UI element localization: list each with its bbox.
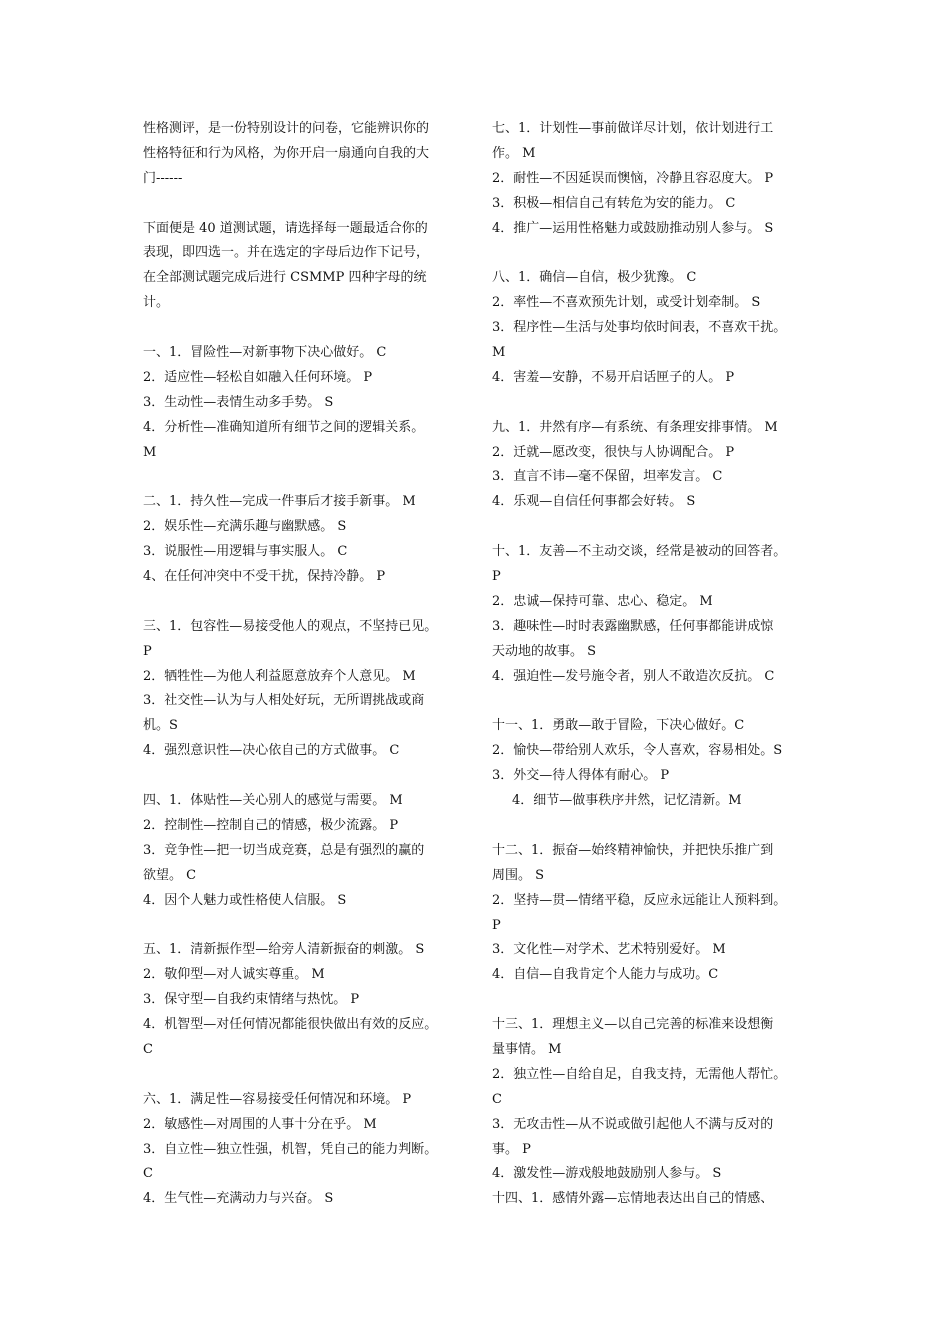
- text-line: 4．激发性—游戏般地鼓励别人参与。 S: [492, 1166, 722, 1182]
- text-line: 2．独立性—自给自足，自我支持，无需他人帮忙。: [492, 1066, 787, 1082]
- text-line: 2．控制性—控制自己的情感，极少流露。 P: [143, 817, 399, 833]
- text-line: 量事情。 M: [492, 1041, 562, 1057]
- text-line: 周围。 S: [492, 867, 545, 883]
- text-line: 3．无攻击性—从不说或做引起他人不满与反对的: [492, 1116, 774, 1132]
- text-line: 欲望。 C: [143, 867, 197, 883]
- text-line: 六、1．满足性—容易接受任何情况和环境。 P: [143, 1091, 412, 1107]
- text-line: 2．迁就—愿改变，很快与人协调配合。 P: [492, 444, 735, 460]
- text-line: P: [143, 643, 152, 659]
- text-line: 作。 M: [492, 145, 536, 161]
- text-line: 五、1．清新振作型—给旁人清新振奋的刺激。 S: [143, 942, 425, 958]
- text-line: 性格特征和行为风格，为你开启一扇通向自我的大: [143, 145, 430, 161]
- blank-line: [143, 590, 465, 615]
- text-line: 3．直言不讳—毫不保留，坦率发言。 C: [492, 469, 723, 485]
- blank-line: [492, 689, 814, 714]
- blank-line: [143, 316, 465, 341]
- text-line: M: [492, 345, 506, 361]
- text-line: C: [143, 1166, 153, 1182]
- text-line: 3．保守型—自我约束情绪与热忱。 P: [143, 992, 360, 1008]
- text-line: 4．因个人魅力或性格使人信服。 S: [143, 892, 347, 908]
- text-line: 一、1．冒险性—对新事物下决心做好。 C: [143, 345, 387, 361]
- text-line: 表现，即四选一。并在选定的字母后边作下记号，: [143, 245, 430, 261]
- text-line: 4．推广—运用性格魅力或鼓励推动别人参与。 S: [492, 220, 774, 236]
- text-line: 2．娱乐性—充满乐趣与幽默感。 S: [143, 519, 347, 535]
- text-line: 3．趣味性—时时表露幽默感，任何事都能讲成惊: [492, 618, 774, 634]
- text-line: M: [143, 444, 157, 460]
- text-line: 十四、1．感情外露—忘情地表达出自己的情感、: [492, 1191, 774, 1207]
- text-line: 3．社交性—认为与人相处好玩，无所谓挑战或商: [143, 693, 425, 709]
- text-line: 十一、1．勇敢—敢于冒险，下决心做好。C: [492, 718, 745, 734]
- text-line: 2．敬仰型—对人诚实尊重。 M: [143, 967, 325, 983]
- text-line: 3．文化性—对学术、艺术特别爱好。 M: [492, 942, 726, 958]
- text-line: 门------: [143, 170, 183, 186]
- text-line: 4．自信—自我肯定个人能力与成功。C: [492, 967, 719, 983]
- text-line: 2．愉快—带给别人欢乐，令人喜欢，容易相处。S: [492, 743, 783, 759]
- blank-line: [492, 391, 814, 416]
- text-line: 下面便是 40 道测试题，请选择每一题最适合你的: [143, 220, 428, 236]
- text-line: 八、1．确信—自信，极少犹豫。 C: [492, 270, 697, 286]
- text-line: 2．坚持—贯—情绪平稳，反应永远能让人预料到。: [492, 892, 787, 908]
- blank-line: [143, 465, 465, 490]
- blank-line: [492, 988, 814, 1013]
- text-line: P: [492, 569, 501, 585]
- text-line: 4、在任何冲突中不受干扰，保持冷静。 P: [143, 569, 386, 585]
- text-line: 3．外交—待人得体有耐心。 P: [492, 768, 670, 784]
- right-column: [492, 117, 814, 1212]
- text-line: 3．竞争性—把一切当成竞赛，总是有强烈的赢的: [143, 842, 425, 858]
- blank-line: [143, 764, 465, 789]
- text-line: 四、1．体贴性—关心别人的感觉与需要。 M: [143, 793, 403, 809]
- text-line: 2．忠诚—保持可靠、忠心、稳定。 M: [492, 593, 713, 609]
- text-line: 十、1．友善—不主动交谈，经常是被动的回答者。: [492, 544, 787, 560]
- text-line: 天动地的故事。 S: [492, 643, 597, 659]
- text-line: 3．自立性—独立性强，机智，凭自己的能力判断。: [143, 1141, 438, 1157]
- text-line: 3．程序性—生活与处事均依时间表，不喜欢干扰。: [492, 320, 787, 336]
- text-line: 二、1．持久性—完成一件事后才接手新事。 M: [143, 494, 416, 510]
- text-line: 机。S: [143, 718, 178, 734]
- blank-line: [143, 1063, 465, 1088]
- text-line: 4．乐观—自信任何事都会好转。 S: [492, 494, 696, 510]
- text-line: 2．耐性—不因延误而懊恼，冷静且容忍度大。 P: [492, 170, 774, 186]
- text-line: 十三、1．理想主义—以自己完善的标准来设想衡: [492, 1017, 774, 1033]
- text-line: 4．生气性—充满动力与兴奋。 S: [143, 1191, 334, 1207]
- text-line: 性格测评，是一份特别设计的问卷，它能辨识你的: [143, 121, 430, 136]
- text-line: 在全部测试题完成后进行 CSMMP 四种字母的统: [143, 270, 427, 286]
- text-line: C: [143, 1041, 153, 1057]
- blank-line: [492, 241, 814, 266]
- text-line: 2．率性—不喜欢预先计划，或受计划牵制。 S: [492, 295, 761, 311]
- text-line: 七、1．计划性—事前做详尽计划，依计划进行工: [492, 121, 774, 136]
- text-line: 计。: [143, 295, 170, 311]
- text-line: 4．分析性—准确知道所有细节之间的逻辑关系。: [143, 419, 425, 435]
- text-line: 3．说服性—用逻辑与事实服人。 C: [143, 544, 348, 560]
- text-line: 3．生动性—表情生动多手势。 S: [143, 394, 334, 410]
- text-line: 4．强烈意识性—决心依自己的方式做事。 C: [143, 743, 400, 759]
- text-line: 4．细节—做事秩序井然，记忆清新。M: [512, 793, 742, 809]
- text-line: 2．适应性—轻松自如融入任何环境。 P: [143, 369, 373, 385]
- text-line: 4．害羞—安静，不易开启话匣子的人。 P: [492, 369, 735, 385]
- blank-line: [143, 192, 465, 217]
- text-line: 2．牺牲性—为他人利益愿意放弃个人意见。 M: [143, 668, 416, 684]
- text-line: 事。 P: [492, 1141, 531, 1157]
- text-line: P: [492, 917, 501, 933]
- blank-line: [143, 914, 465, 939]
- text-line: C: [492, 1091, 502, 1107]
- blank-line: [492, 515, 814, 540]
- text-line: 十二、1．振奋—始终精神愉快，并把快乐推广到: [492, 842, 774, 858]
- text-line: 2．敏感性—对周围的人事十分在乎。 M: [143, 1116, 377, 1132]
- text-line: 4．机智型—对任何情况都能很快做出有效的反应。: [143, 1017, 438, 1033]
- text-line: 三、1．包容性—易接受他人的观点，不坚持已见。: [143, 618, 438, 634]
- text-line: 4．强迫性—发号施令者，别人不敢造次反抗。 C: [492, 668, 775, 684]
- blank-line: [492, 814, 814, 839]
- text-line: 九、1．井然有序—有系统、有条理安排事情。 M: [492, 419, 778, 435]
- left-column: [143, 117, 465, 1212]
- text-line: 3．积极—相信自己有转危为安的能力。 C: [492, 195, 736, 211]
